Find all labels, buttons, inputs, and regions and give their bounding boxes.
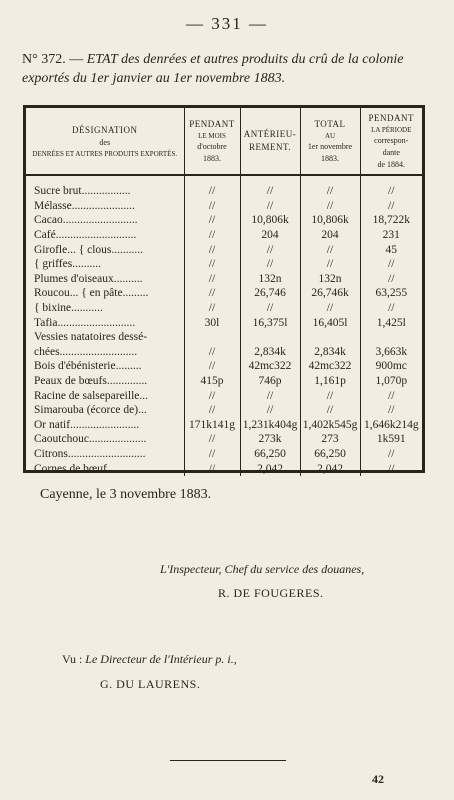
october-value: //	[184, 286, 240, 301]
total-value: //	[300, 388, 360, 403]
product-label: Bois d'ébénisterie.........	[34, 360, 142, 373]
product-label: Mélasse......................	[34, 199, 135, 212]
total-value: //	[300, 242, 360, 257]
header-previously: ANTÉRIEU- REMENT.	[240, 108, 300, 175]
previous-value: 2,042	[240, 461, 300, 476]
table-row	[26, 213, 422, 228]
total-value: 1,161p	[300, 374, 360, 389]
document-title-text: ETAT des denrées et autres produits du crû de la colonie exportés du 1er janvier au 1er novembre 1883.	[22, 52, 404, 86]
approval-role: Le Directeur de l'Intérieur p. i.,	[85, 652, 237, 666]
corresponding-period-value: 63,255	[360, 286, 422, 301]
date-line: Cayenne, le 3 novembre 1883.	[40, 487, 212, 502]
total-value: //	[300, 184, 360, 199]
table-row	[26, 403, 422, 418]
october-value: //	[184, 272, 240, 287]
october-value: //	[184, 301, 240, 316]
table-row	[26, 301, 422, 316]
corresponding-period-value: 900mc	[360, 359, 422, 374]
corresponding-period-value: 3,663k	[360, 345, 422, 360]
table-row	[26, 461, 422, 476]
corresponding-period-value: 1,425l	[360, 315, 422, 330]
table-row	[26, 272, 422, 287]
total-value: 132n	[300, 272, 360, 287]
october-value	[184, 330, 240, 345]
export-table-frame	[23, 105, 425, 473]
product-label: Sucre brut.................	[34, 185, 131, 198]
previous-value: 746p	[240, 374, 300, 389]
product-label: Citrons...........................	[34, 447, 146, 460]
table-row	[26, 315, 422, 330]
total-value: 66,250	[300, 447, 360, 462]
october-value: //	[184, 447, 240, 462]
october-value: //	[184, 432, 240, 447]
previous-value: //	[240, 301, 300, 316]
previous-value: //	[240, 403, 300, 418]
previous-value: 10,806k	[240, 213, 300, 228]
october-value: //	[184, 403, 240, 418]
corresponding-period-value: //	[360, 199, 422, 214]
table-row	[26, 330, 422, 345]
previous-value: //	[240, 242, 300, 257]
signatory-role: L'Inspecteur, Chef du service des douanes,	[160, 562, 365, 576]
previous-value: 1,231k404g	[240, 418, 300, 433]
table-row	[26, 257, 422, 272]
october-value: //	[184, 461, 240, 476]
product-label: Racine de salsepareille...	[34, 389, 148, 402]
signatory-name: R. DE FOUGERES.	[218, 586, 324, 600]
corresponding-period-value: //	[360, 184, 422, 199]
table-row	[26, 447, 422, 462]
header-designation: DÉSIGNATION des DENRÉES ET AUTRES PRODUITS EXPORTÉS.	[26, 108, 184, 175]
product-label: Plumes d'oiseaux..........	[34, 272, 143, 285]
header-total: TOTAL AU 1er novembre 1883.	[300, 108, 360, 175]
total-value	[300, 330, 360, 345]
folio-number: 42	[372, 772, 384, 786]
product-label: Caoutchouc....................	[34, 433, 147, 446]
previous-value: 42mc322	[240, 359, 300, 374]
previous-value: //	[240, 388, 300, 403]
corresponding-period-value: //	[360, 388, 422, 403]
table-row	[26, 199, 422, 214]
previous-value: 132n	[240, 272, 300, 287]
corresponding-period-value: //	[360, 447, 422, 462]
total-value: 10,806k	[300, 213, 360, 228]
corresponding-period-value: 18,722k	[360, 213, 422, 228]
october-value: //	[184, 359, 240, 374]
table-row	[26, 432, 422, 447]
previous-value: //	[240, 199, 300, 214]
total-value: 16,405l	[300, 315, 360, 330]
table-row	[26, 242, 422, 257]
product-label: Cornes de bœuf..............	[34, 462, 148, 475]
corresponding-period-value: //	[360, 272, 422, 287]
previous-value: 26,746	[240, 286, 300, 301]
corresponding-period-value	[360, 330, 422, 345]
corresponding-period-value: //	[360, 461, 422, 476]
corresponding-period-value: 231	[360, 228, 422, 243]
export-table	[26, 108, 422, 476]
table-spacer-row	[26, 175, 422, 184]
october-value: 30l	[184, 315, 240, 330]
corresponding-period-value: 1k591	[360, 432, 422, 447]
document-number: N° 372. —	[22, 52, 84, 67]
october-value: //	[184, 213, 240, 228]
corresponding-period-value: 1,646k214g	[360, 418, 422, 433]
total-value: 42mc322	[300, 359, 360, 374]
table-header-row	[26, 108, 422, 175]
product-label: Tafia...........................	[34, 316, 136, 329]
previous-value: 204	[240, 228, 300, 243]
total-value: 26,746k	[300, 286, 360, 301]
page-number-header: — 331 —	[186, 14, 268, 33]
table-body	[26, 175, 422, 476]
previous-value: //	[240, 257, 300, 272]
product-label: Cacao..........................	[34, 214, 138, 227]
table-row	[26, 228, 422, 243]
header-october: PENDANT LE MOIS d'octobre 1883.	[184, 108, 240, 175]
table-row	[26, 345, 422, 360]
previous-value	[240, 330, 300, 345]
table-row	[26, 184, 422, 199]
total-value: 2,042	[300, 461, 360, 476]
table-row	[26, 374, 422, 389]
product-label: Simarouba (écorce de)...	[34, 404, 147, 417]
table-row	[26, 286, 422, 301]
corresponding-period-value: //	[360, 403, 422, 418]
product-label: Roucou... { en pâte.........	[34, 287, 149, 300]
october-value: 415p	[184, 374, 240, 389]
total-value: 204	[300, 228, 360, 243]
total-value: //	[300, 199, 360, 214]
table-row	[26, 388, 422, 403]
corresponding-period-value: //	[360, 257, 422, 272]
product-label: Or natif........................	[34, 418, 140, 431]
october-value: //	[184, 345, 240, 360]
product-label: Vessies natatoires dessé-	[34, 331, 148, 344]
product-label: Peaux de bœufs..............	[34, 375, 148, 388]
product-label: { bixine...........	[34, 302, 103, 315]
approver-name: G. DU LAURENS.	[100, 677, 201, 691]
document-title	[22, 50, 434, 88]
total-value: 2,834k	[300, 345, 360, 360]
divider-rule	[170, 760, 286, 761]
total-value: 273	[300, 432, 360, 447]
october-value: //	[184, 199, 240, 214]
header-corresponding-period: PENDANT LA PÉRIODE correspon- dante de 1884.	[360, 108, 422, 175]
total-value: //	[300, 403, 360, 418]
table-row	[26, 359, 422, 374]
total-value: 1,402k545g	[300, 418, 360, 433]
table-row	[26, 418, 422, 433]
previous-value: 16,375l	[240, 315, 300, 330]
october-value: //	[184, 388, 240, 403]
product-label: { griffes..........	[34, 258, 101, 271]
corresponding-period-value: //	[360, 301, 422, 316]
corresponding-period-value: 1,070p	[360, 374, 422, 389]
total-value: //	[300, 257, 360, 272]
product-label: Girofle... { clous...........	[34, 243, 144, 256]
total-value: //	[300, 301, 360, 316]
previous-value: 273k	[240, 432, 300, 447]
approval-line	[62, 652, 237, 667]
product-label: chées...........................	[34, 345, 138, 358]
previous-value: 66,250	[240, 447, 300, 462]
approval-prefix: Vu :	[62, 652, 83, 666]
october-value: 171k141g	[184, 418, 240, 433]
product-label: Café............................	[34, 229, 137, 242]
corresponding-period-value: 45	[360, 242, 422, 257]
october-value: //	[184, 228, 240, 243]
october-value: //	[184, 242, 240, 257]
previous-value: 2,834k	[240, 345, 300, 360]
october-value: //	[184, 184, 240, 199]
previous-value: //	[240, 184, 300, 199]
october-value: //	[184, 257, 240, 272]
